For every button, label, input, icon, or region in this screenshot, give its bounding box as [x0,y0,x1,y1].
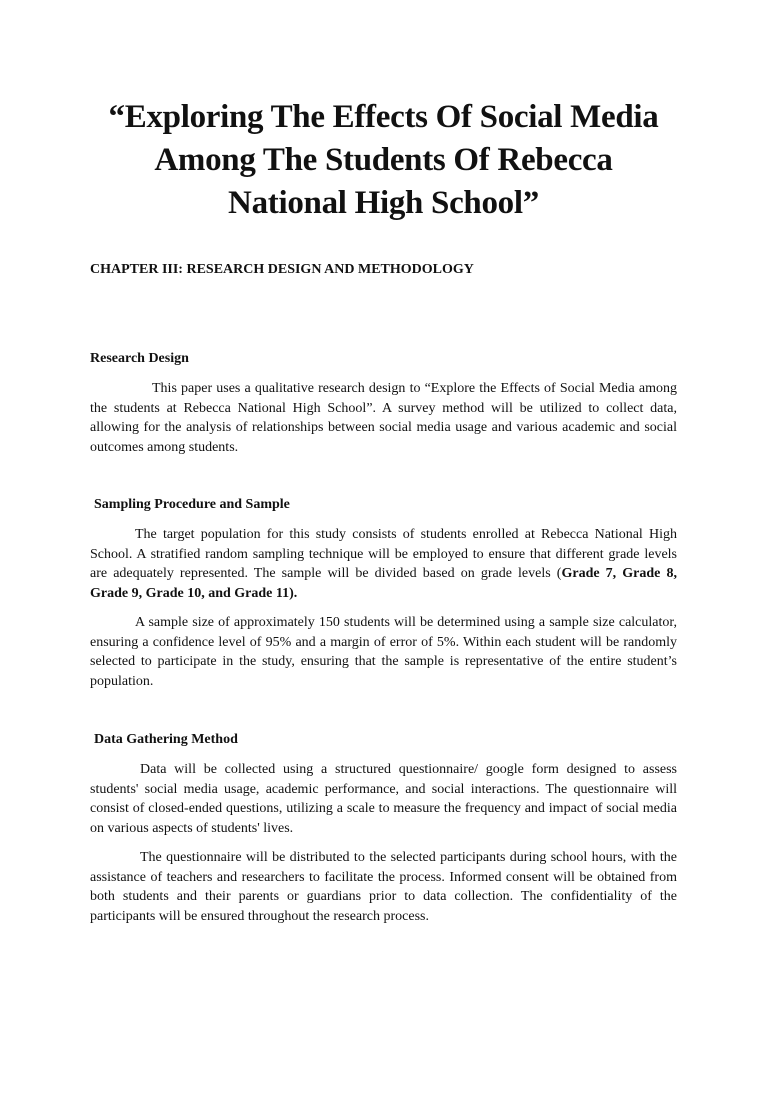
section-heading-sampling: Sampling Procedure and Sample [94,497,290,512]
data-gathering-paragraph-2: The questionnaire will be distributed to the selected participants during school hours, with the assistance of teachers and researchers to facilitate the process. Informed consent will be obtained from both students and their parents or guardians prior to data collection. The confidentiality of the participants will be ensured throughout the research process. [90,850,677,924]
research-design-paragraph: This paper uses a qualitative research design to “Explore the Effects of Social Media among the students at Rebecca National High School”. A survey method will be utilized to collect data, allowing for the analysis of relationships between social media usage and various academic and social outcomes among students. [90,381,677,455]
title-line: “Exploring The Effects Of Social Media [108,99,659,135]
section-heading-research-design: Research Design [90,351,189,366]
title-line: National High School” [228,185,539,221]
data-gathering-paragraph-1: Data will be collected using a structured questionnaire/ google form designed to assess students' social media usage, academic performance, and social interactions. The questionnaire will consist of closed-ended questions, utilizing a scale to measure the frequency and impact of social media on various aspects of students' lives. [90,762,677,836]
sampling-paragraph-1 [90,525,677,603]
section-heading-data-gathering: Data Gathering Method [94,732,238,747]
sampling-paragraph-1-text: The target population for this study consists of students enrolled at Rebecca National High School. A stratified random sampling technique will be employed to ensure that different grade levels are adequately represented. The sample will be divided based on grade levels ( [90,527,677,581]
chapter-heading: CHAPTER III: RESEARCH DESIGN AND METHODOLOGY [90,262,474,277]
sampling-paragraph-2: A sample size of approximately 150 students will be determined using a sample size calculator, ensuring a confidence level of 95% and a margin of error of 5%. Within each student will be randomly selected to participate in the study, ensuring that the sample is representative of the entire student’s population. [90,615,677,689]
title-line: Among The Students Of Rebecca [154,142,613,178]
document-title [90,96,677,225]
grade-levels-emphasis: Grade 7, Grade 8, Grade 9, Grade 10, and Grade 11). [90,566,677,601]
document-page [0,96,768,1120]
